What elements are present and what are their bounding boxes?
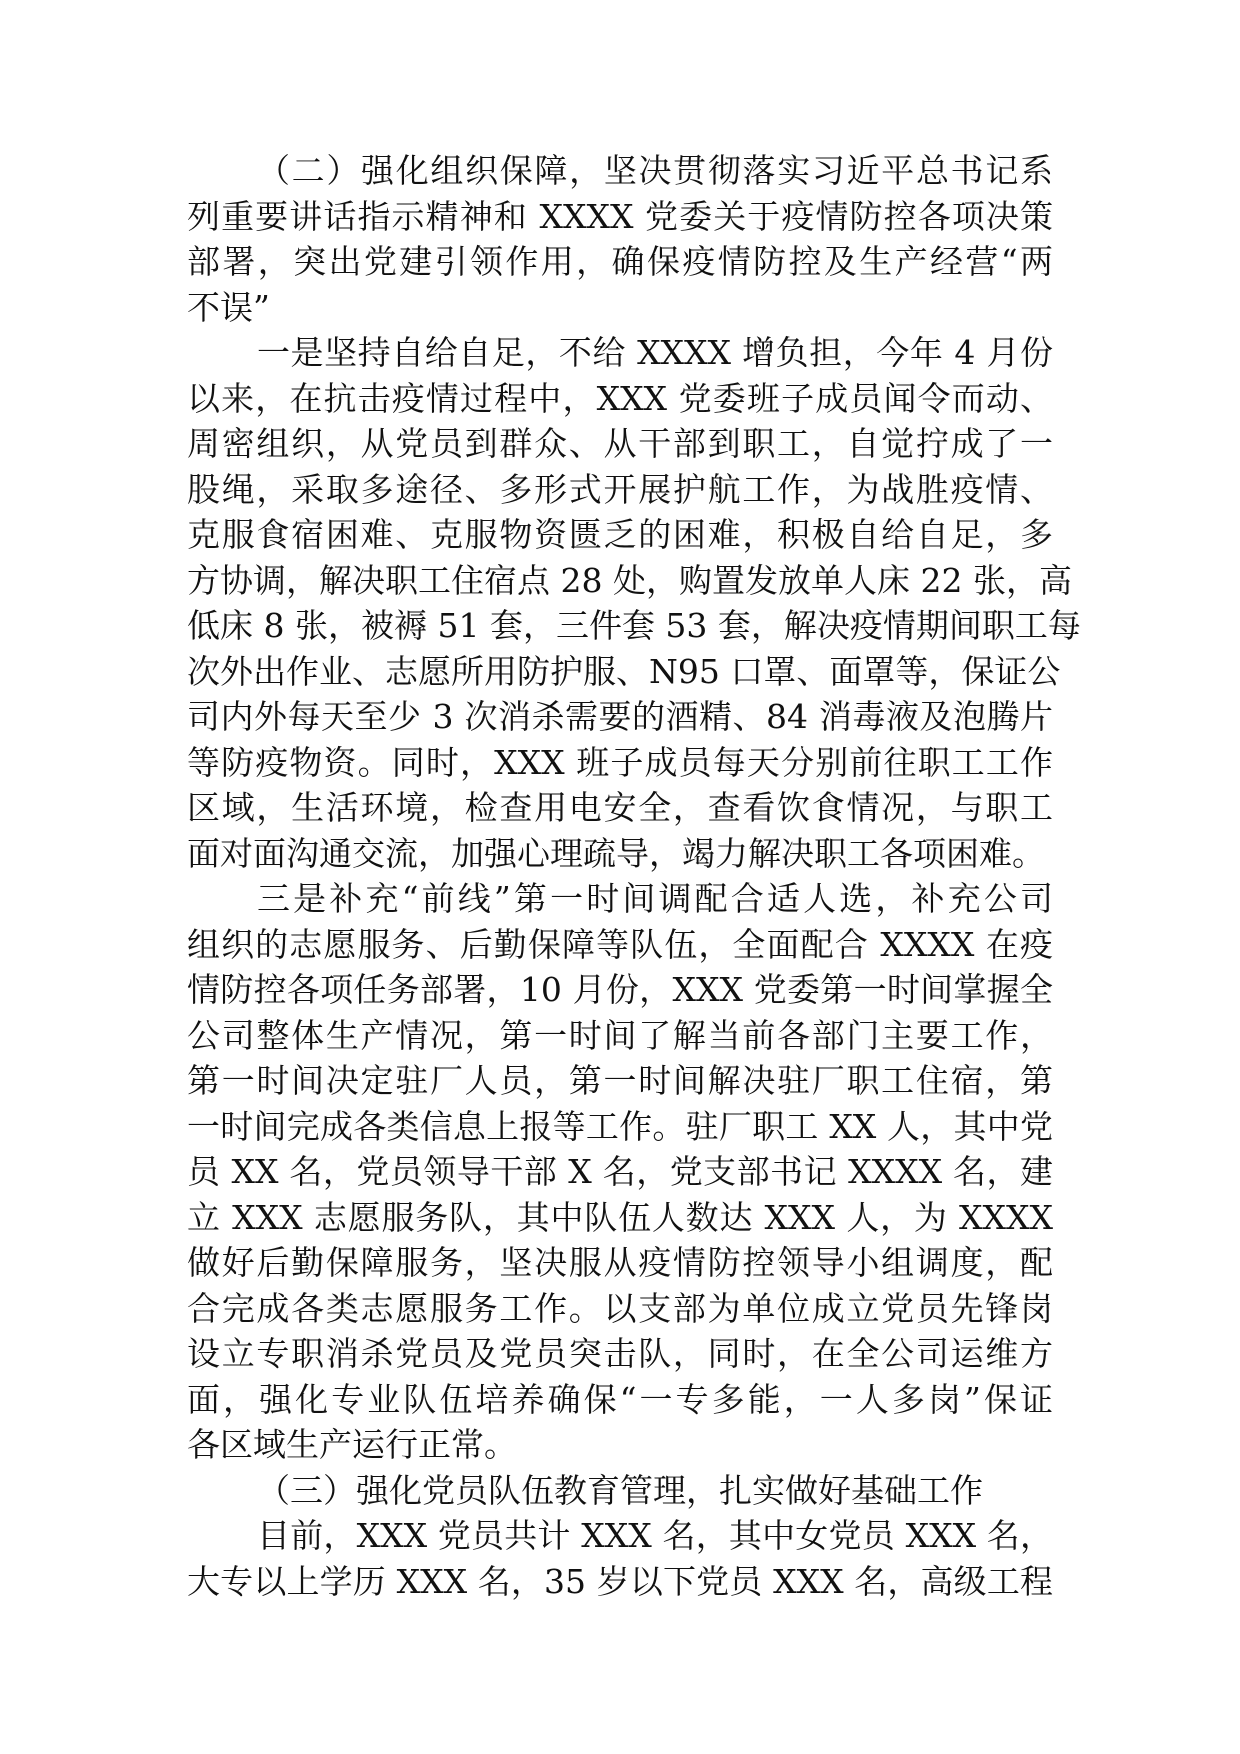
text-line: 面，强化专业队伍培养确保“一专多能，一人多岗”保证 (187, 1379, 1053, 1419)
text-line: 组织的志愿服务、后勤保障等队伍，全面配合 XXXX 在疫 (187, 924, 1053, 964)
text-line: 克服食宿困难、克服物资匮乏的困难，积极自给自足，多 (187, 515, 1053, 554)
text-line: 以来，在抗击疫情过程中，XXX 党委班子成员闻令而动、 (187, 378, 1053, 418)
text-line: 设立专职消杀党员及党员突击队，同时，在全公司运维方 (187, 1334, 1053, 1373)
text-line: 大专以上学历 XXX 名，35 岁以下党员 XXX 名，高级工程 (187, 1561, 1053, 1601)
text-line: 合完成各类志愿服务工作。以支部为单位成立党员先锋岗 (187, 1288, 1053, 1328)
text-line: 员 XX 名，党员领导干部 X 名，党支部书记 XXXX 名，建 (187, 1152, 1053, 1191)
text-line: （三）强化党员队伍教育管理，扎实做好基础工作 (257, 1470, 983, 1510)
text-line: 司内外每天至少 3 次消杀需要的酒精、84 消毒液及泡腾片 (187, 697, 1053, 736)
text-line: 次外出作业、志愿所用防护服、N95 口罩、面罩等，保证公 (187, 651, 1061, 691)
text-line: 列重要讲话指示精神和 XXXX 党委关于疫情防控各项决策 (187, 196, 1053, 236)
text-line: 公司整体生产情况，第一时间了解当前各部门主要工作， (187, 1015, 1053, 1055)
text-line: 目前，XXX 党员共计 XXX 名，其中女党员 XXX 名， (257, 1516, 1053, 1555)
document-body (187, 148, 1081, 1604)
text-line: 各区域生产运行正常。 (187, 1425, 517, 1464)
text-line: 三是补充“前线”第一时间调配合适人选，补充公司 (257, 879, 1053, 918)
text-line: 股绳，采取多途径、多形式开展护航工作，为战胜疫情、 (187, 469, 1053, 509)
text-line: 情防控各项任务部署，10 月份，XXX 党委第一时间掌握全 (187, 970, 1053, 1009)
text-line: 不误” (187, 287, 270, 327)
text-line: 周密组织，从党员到群众、从干部到职工，自觉拧成了一 (187, 424, 1053, 463)
text-line: 部署，突出党建引领作用，确保疫情防控及生产经营“两 (187, 242, 1053, 281)
text-line: （二）强化组织保障，坚决贯彻落实习近平总书记系 (257, 151, 1053, 190)
text-line: 一时间完成各类信息上报等工作。驻厂职工 XX 人，其中党 (187, 1106, 1053, 1146)
text-line: 面对面沟通交流，加强心理疏导，竭力解决职工各项困难。 (187, 833, 1045, 873)
text-line: 做好后勤保障服务，坚决服从疫情防控领导小组调度，配 (187, 1243, 1053, 1282)
text-line: 低床 8 张，被褥 51 套，三件套 53 套，解决疫情期间职工每 (187, 606, 1081, 645)
text-line: 区域，生活环境，检查用电安全，查看饮食情况，与职工 (187, 788, 1053, 827)
text-line: 立 XXX 志愿服务队，其中队伍人数达 XXX 人，为 XXXX (187, 1197, 1053, 1237)
text-line: 第一时间决定驻厂人员，第一时间解决驻厂职工住宿，第 (187, 1061, 1053, 1100)
text-line: 方协调，解决职工住宿点 28 处，购置发放单人床 22 张，高 (187, 560, 1072, 600)
text-line: 一是坚持自给自足，不给 XXXX 增负担，今年 4 月份 (257, 333, 1053, 372)
text-line: 等防疫物资。同时，XXX 班子成员每天分别前往职工工作 (187, 742, 1053, 782)
